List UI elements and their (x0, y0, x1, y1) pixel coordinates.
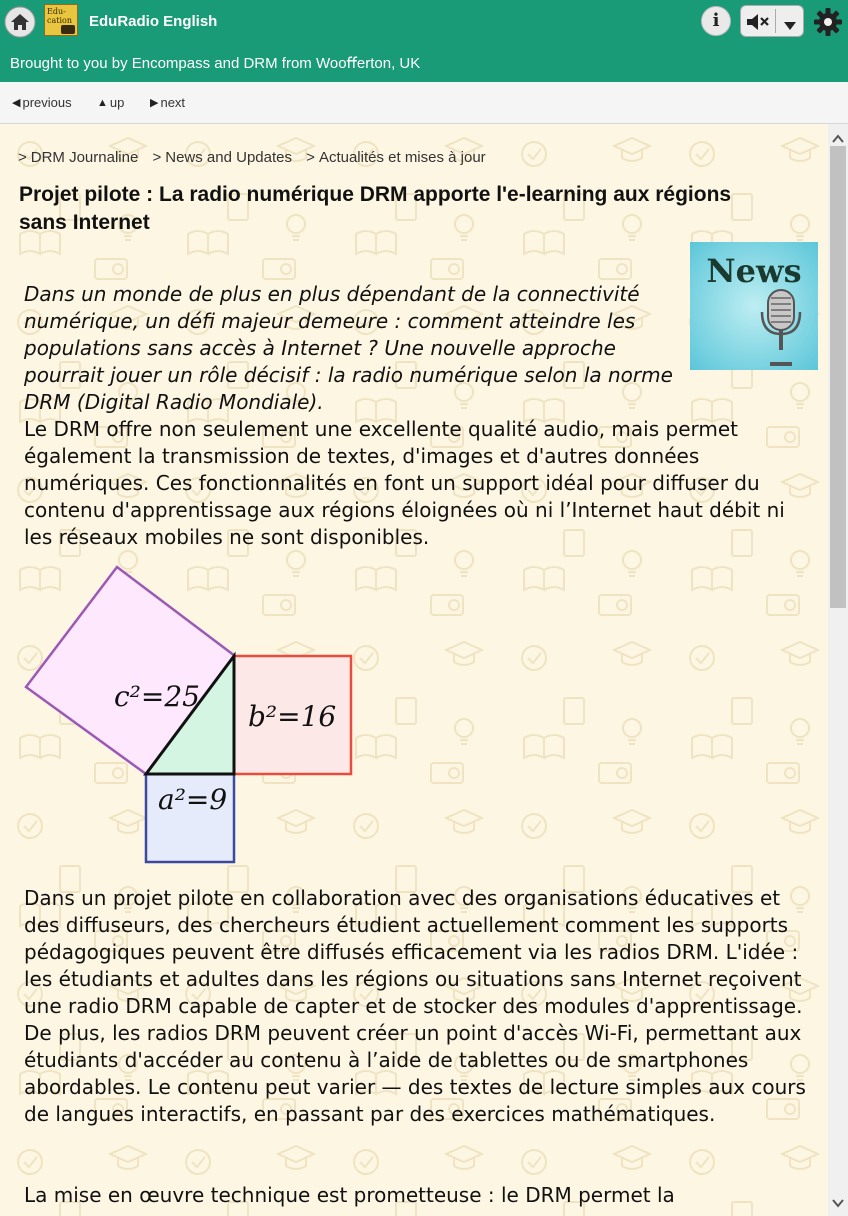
article-paragraph-1: Le DRM offre non seulement une excellente qualité audio, mais permet également la transmission de textes, d'images et d'autres données numériques. Ces fonctionnalités en font un support idéal pour diffuser du contenu d'apprentissage aux régions éloignées où ni l’Internet haut débit ni les réseaux mobiles ne sont disponibles. (24, 417, 785, 549)
article-paragraph-2: Dans un projet pilote en collaboration avec des organisations éducatives et des diffuseurs, des chercheurs étudient actuellement comment les supports pédagogiques peuvent être diffusés efficacement via les radios DRM. L'idée : les étudiants et adultes dans les régions ou situations sans Internet reçoivent une radio DRM capable de capter et de stocker des modules d'apprentissage. De plus, les radios DRM peuvent créer un point d'accès Wi-Fi, permettant aux étudiants d'accéder au contenu à l’aide de tablettes ou de smartphones abordables. Le contenu peut varier — des textes de lecture simples aux cours de langues interactifs, en passant par des exercices mathématiques. (24, 886, 806, 1126)
label-c-squared: c²=25 (114, 680, 200, 713)
next-label: next (160, 95, 186, 110)
info-button[interactable] (701, 6, 731, 36)
news-image-text: News (706, 252, 802, 290)
article-content (0, 124, 828, 1216)
navigation-toolbar (0, 82, 848, 124)
previous-link[interactable] (12, 95, 72, 110)
sound-divider (775, 9, 776, 33)
chevron-down-icon[interactable] (783, 16, 797, 35)
article-intro: Dans un monde de plus en plus dépendant de la connectivité numérique, un défi majeur demeure : comment atteindre les populations sans accès à Internet ? Une nouvelle approche pourrait jouer un rôle décisif : la radio numérique selon la norme DRM (Digital Radio Mondiale). (24, 282, 673, 414)
app-logo (44, 4, 78, 36)
app-title: EduRadio English (89, 13, 218, 30)
previous-label: previous (22, 95, 72, 110)
vertical-scrollbar[interactable] (828, 124, 848, 1216)
label-a-squared: a²=9 (158, 783, 228, 816)
breadcrumb-item-news[interactable]: News and Updates (165, 149, 292, 166)
up-link[interactable] (97, 95, 124, 110)
sound-control[interactable] (740, 5, 804, 37)
pythagorean-diagram (20, 564, 370, 874)
info-icon: i (712, 10, 720, 31)
triangle-up-icon: ▲ (97, 96, 108, 109)
triangle-left-icon: ◀ (12, 97, 21, 109)
scroll-thumb[interactable] (830, 146, 846, 608)
article-title: Projet pilote : La radio numérique DRM apporte l'e-learning aux régions sans Internet (19, 183, 732, 234)
breadcrumb: > DRM Journaline > News and Updates > Actualités et mises à jour (18, 149, 486, 166)
logo-text: Edu-cation (47, 7, 72, 25)
article-paragraph-3: La mise en œuvre technique est prometteuse : le DRM permet la (24, 1183, 675, 1207)
home-icon[interactable] (4, 6, 36, 38)
breadcrumb-item-drm-journaline[interactable]: DRM Journaline (30, 149, 139, 166)
breadcrumb-item-actualites[interactable]: Actualités et mises à jour (318, 149, 486, 166)
up-label: up (109, 95, 125, 110)
triangle-right-icon: ▶ (150, 97, 159, 109)
next-link[interactable] (150, 95, 185, 110)
gear-icon[interactable] (812, 6, 844, 38)
scroll-down-icon[interactable] (832, 1193, 844, 1212)
label-b-squared: b²=16 (248, 700, 337, 733)
logo-radio-icon (61, 25, 75, 34)
speaker-muted-icon[interactable] (745, 11, 771, 37)
app-subtitle: Brought to you by Encompass and DRM from Wooﬀerton, UK (10, 55, 421, 72)
news-image (690, 242, 818, 370)
app-header (0, 0, 848, 82)
